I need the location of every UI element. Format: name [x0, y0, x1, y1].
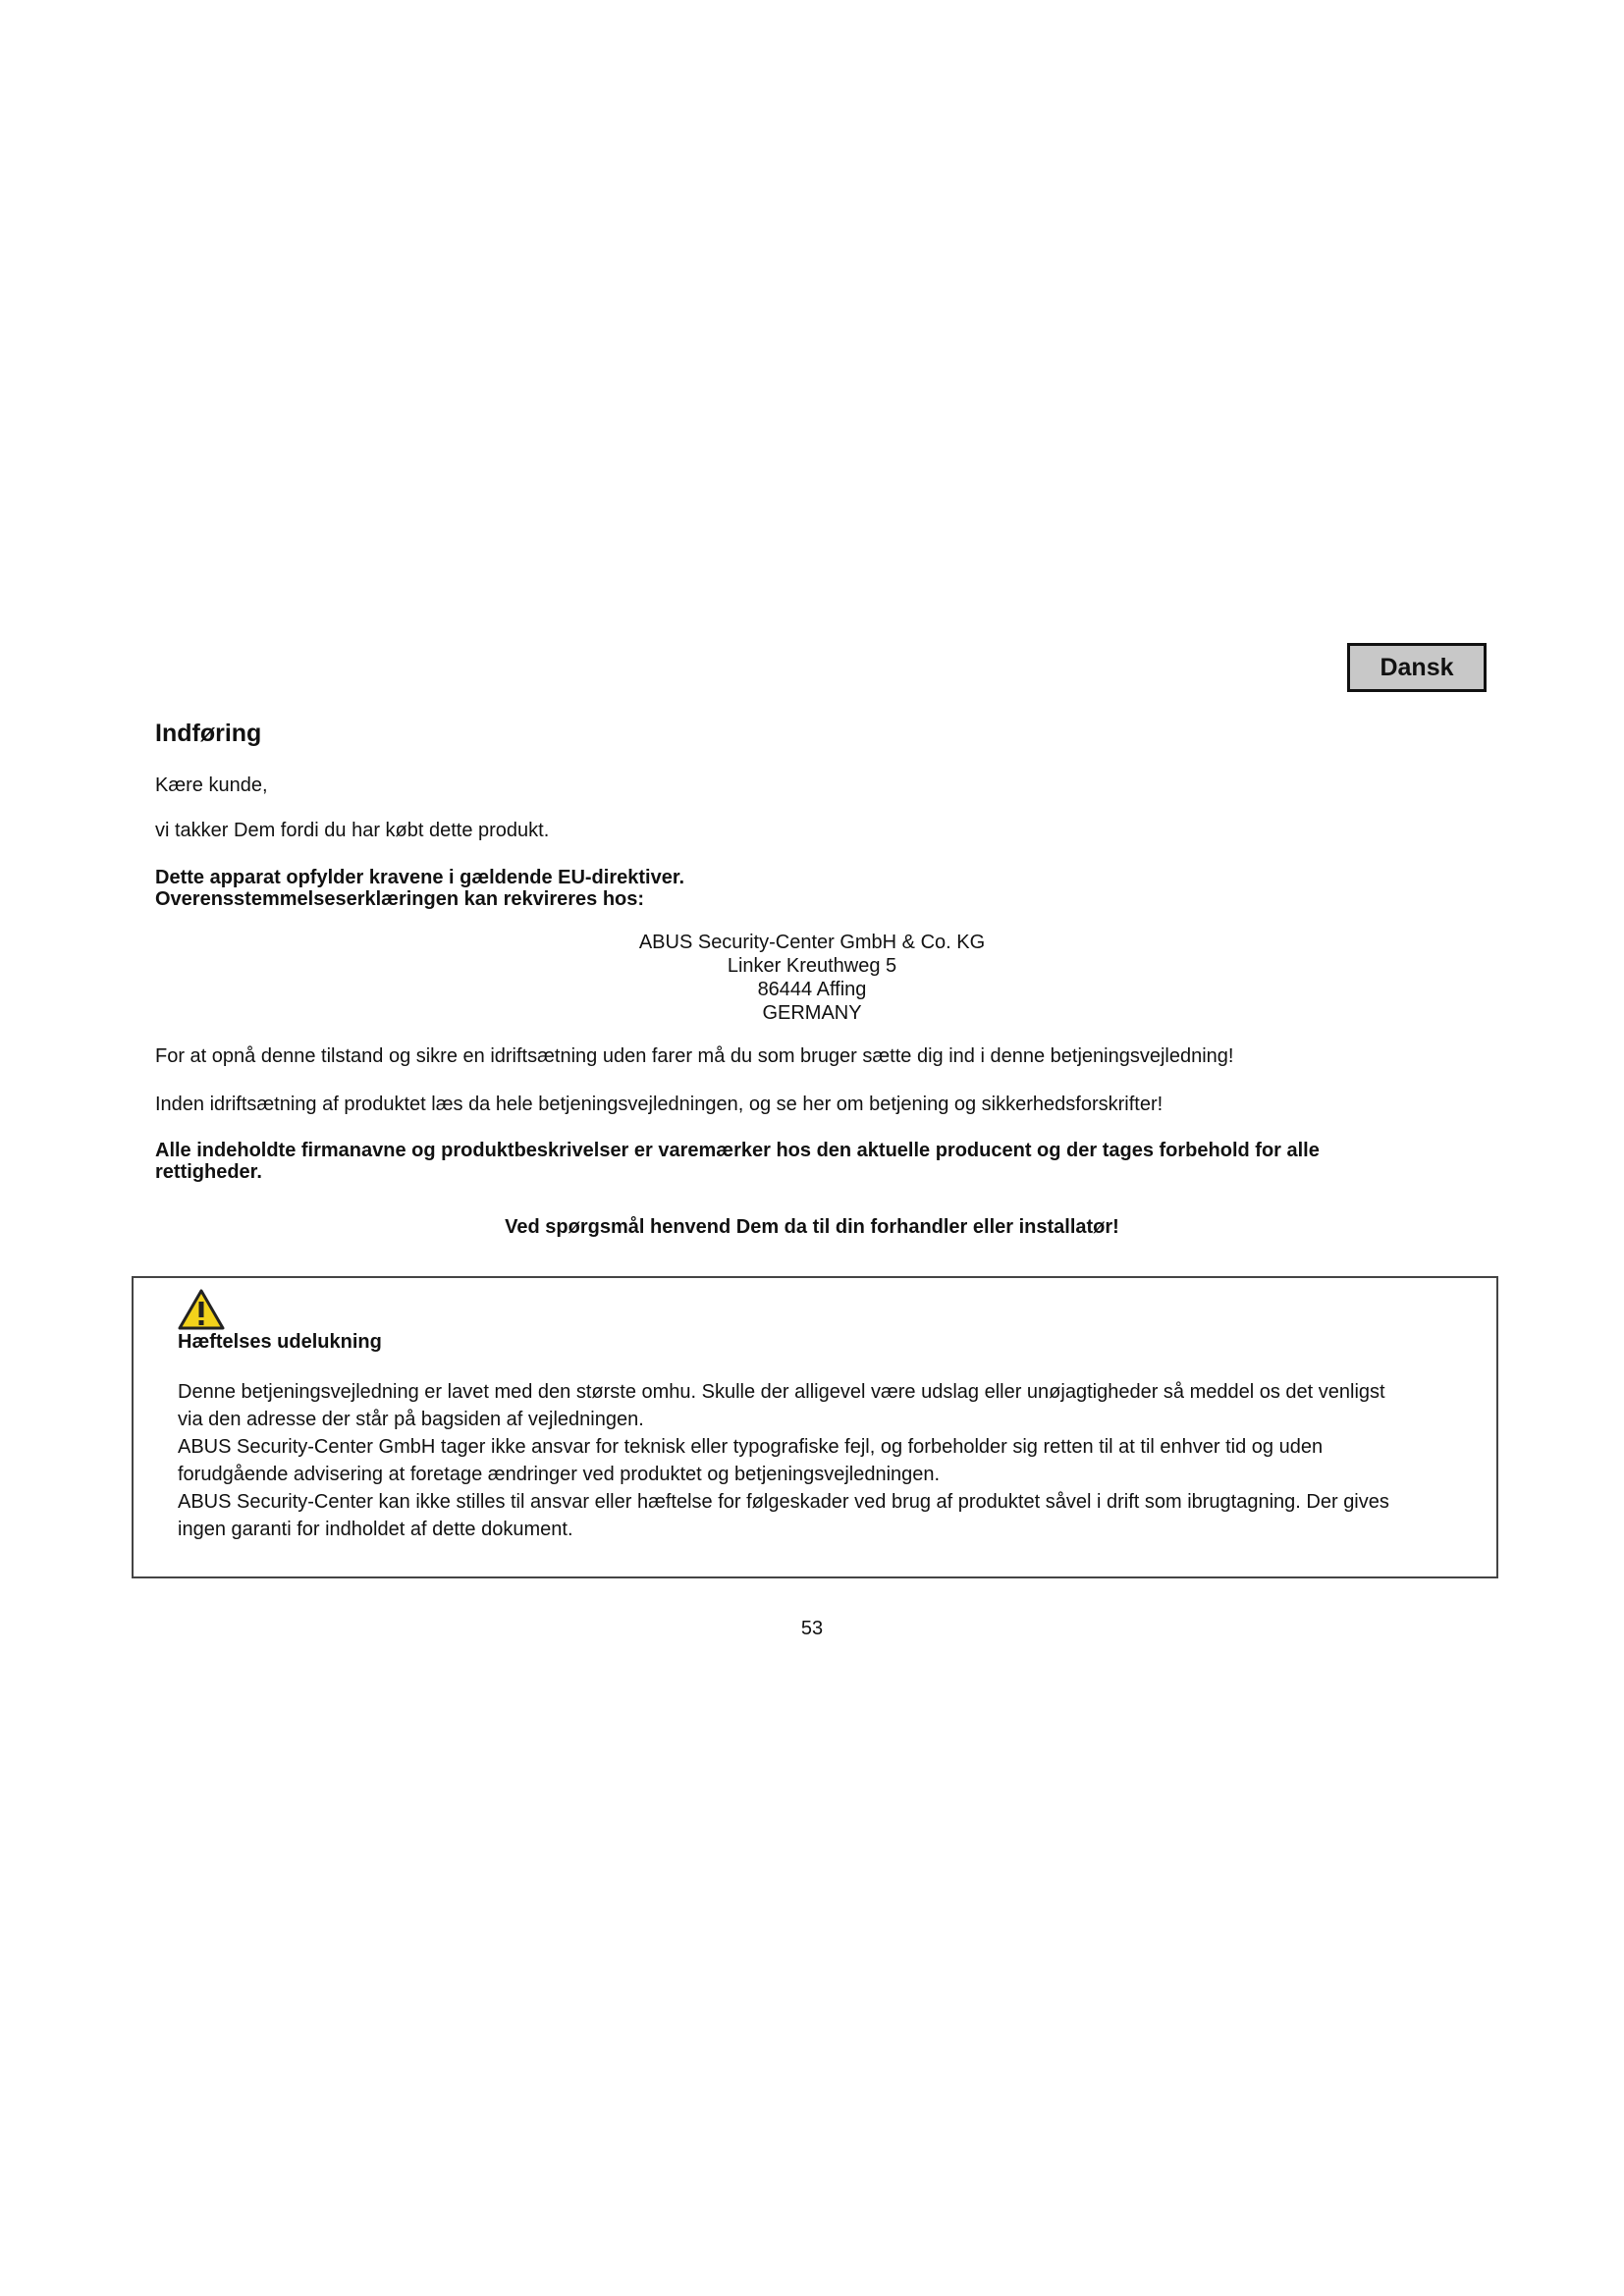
warning-triangle-icon	[177, 1288, 226, 1331]
disclaimer-line: ABUS Security-Center GmbH tager ikke ansvar for teknisk eller typografiske fejl, og forbeholder sig retten til at til enhver tid og uden	[178, 1436, 1324, 1458]
disclaimer-line: forudgående advisering at foretage ændringer ved produktet og betjeningsvejledningen.	[178, 1464, 941, 1485]
manufacturer-address	[0, 931, 1624, 1025]
conformity-line-1: Dette apparat opfylder kravene i gældende EU-direktiver.	[155, 867, 685, 888]
thanks-text: vi takker Dem fordi du har købt dette produkt.	[155, 820, 550, 841]
conformity-line-2: Overensstemmelseserklæringen kan rekvireres hos:	[155, 888, 645, 910]
instruction-2: Inden idriftsætning af produktet læs da hele betjeningsvejledningen, og se her om betjening og sikkerhedsforskrifter!	[155, 1094, 1164, 1115]
questions-notice: Ved spørgsmål henvend Dem da til din forhandler eller installatør!	[505, 1216, 1119, 1238]
disclaimer-box	[132, 1276, 1498, 1578]
greeting: Kære kunde,	[155, 774, 268, 796]
address-company: ABUS Security-Center GmbH & Co. KG	[638, 932, 986, 953]
section-title: Indføring	[155, 720, 262, 747]
disclaimer-line: ABUS Security-Center kan ikke stilles til ansvar eller hæftelse for følgeskader ved brug af produktet såvel i drift som ibrugtagning. Der gives	[178, 1491, 1389, 1513]
address-city: 86444 Affing	[757, 979, 867, 1000]
disclaimer-line: via den adresse der står på bagsiden af vejledningen.	[178, 1409, 644, 1430]
address-country: GERMANY	[762, 1002, 862, 1024]
disclaimer-text	[178, 1378, 1474, 1543]
trademark-line-2: rettigheder.	[155, 1161, 262, 1183]
disclaimer-line: Denne betjeningsvejledning er lavet med den største omhu. Skulle der alligevel være udslag eller unøjagtigheder så meddel os det venligst	[178, 1381, 1385, 1403]
instruction-1: For at opnå denne tilstand og sikre en idriftsætning uden farer må du som bruger sætte dig ind i denne betjeningsvejledning!	[155, 1045, 1234, 1067]
trademark-line-1: Alle indeholdte firmanavne og produktbeskrivelser er varemærker hos den aktuelle producent og der tages forbehold for alle	[155, 1140, 1320, 1161]
disclaimer-title: Hæftelses udelukning	[178, 1331, 382, 1353]
address-street: Linker Kreuthweg 5	[727, 955, 897, 977]
language-tab: Dansk	[1347, 643, 1487, 692]
disclaimer-line: ingen garanti for indholdet af dette dokument.	[178, 1519, 573, 1540]
page-number: 53	[800, 1618, 824, 1639]
